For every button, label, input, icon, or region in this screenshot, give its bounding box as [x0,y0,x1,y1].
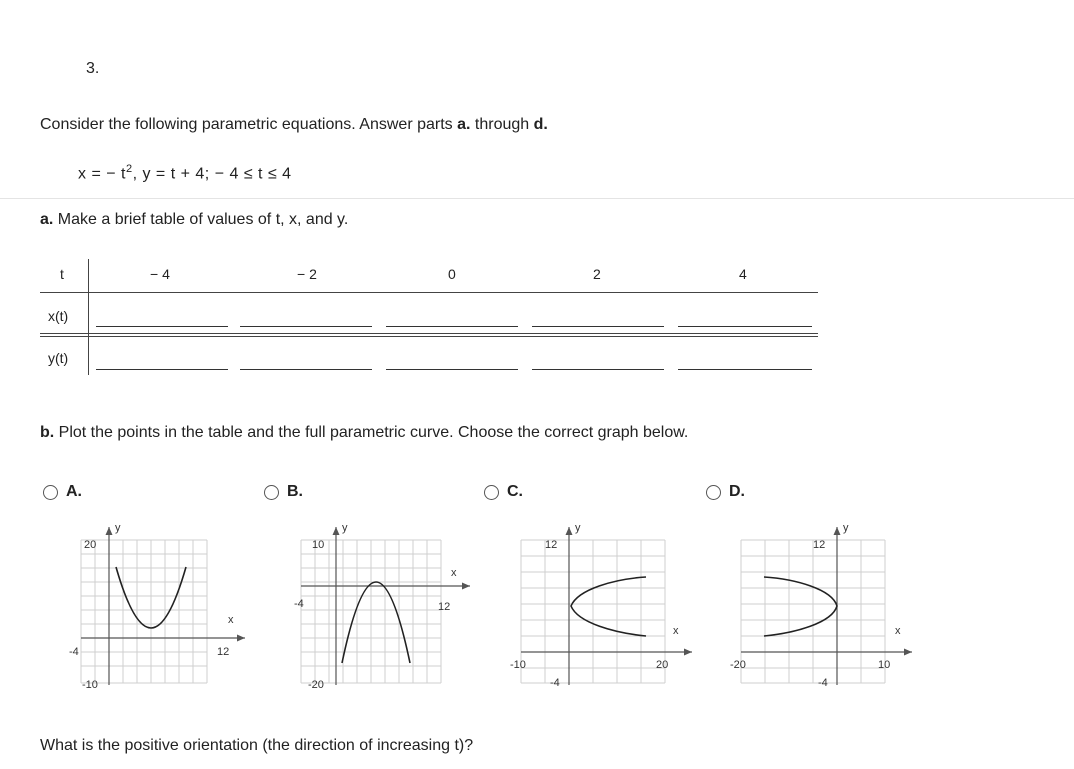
graph-d-y-label: y [843,522,849,534]
graph-b-x-right: 12 [438,601,451,613]
graph-d-x-label: x [895,625,901,637]
equation-rest: , y = t + 4; − 4 ≤ t ≤ 4 [132,165,292,183]
t-value-3: 0 [448,266,456,282]
t-value-5: 4 [739,266,747,282]
graph-b-grid [301,540,441,683]
graph-c-x-arrow [684,649,692,656]
t-value-4: 2 [593,266,601,282]
option-b-label[interactable]: B. [287,483,303,500]
graph-c-x-right: 20 [656,659,669,671]
graph-d-grid [741,540,885,683]
graph-d[interactable] [720,515,920,695]
separator-line [0,198,1074,199]
t-value-1: − 4 [150,266,170,282]
prompt-text [40,116,548,134]
part-a-text: Make a brief table of values of t, x, and y. [53,211,349,228]
y-answer-blank-4[interactable] [532,369,664,370]
prompt-middle: through [470,116,534,133]
x-answer-blank-4[interactable] [532,326,664,327]
option-b-radio[interactable] [264,485,279,500]
graph-a-x-label: x [228,614,234,626]
part-b-instruction [40,424,688,442]
graph-b-y-arrow [333,527,340,535]
graph-c-curve [571,577,646,636]
graph-c[interactable] [500,515,710,695]
t-value-2: − 2 [297,266,317,282]
graph-c-grid [521,540,665,683]
graph-c-y-bottom: -4 [550,677,560,689]
x-answer-blank-2[interactable] [240,326,372,327]
equation-exponent: 2 [125,163,133,175]
graph-a-y-arrow [106,527,113,535]
x-answer-blank-5[interactable] [678,326,812,327]
option-d-radio[interactable] [706,485,721,500]
graph-c-x-label: x [673,625,679,637]
orientation-question: What is the positive orientation (the direction of increasing t)? [40,737,474,754]
table-divider-2a [40,333,818,334]
graph-b-y-top: 10 [312,539,325,551]
graph-c-x-left: -10 [510,659,526,671]
part-b-label: b. [40,424,55,441]
graph-b-y-bottom: -20 [308,679,324,691]
graph-a-x-right: 12 [217,646,230,658]
x-answer-blank-1[interactable] [96,326,228,327]
graph-b-x-label: x [451,567,457,579]
graph-d-x-arrow [904,649,912,656]
prompt-bold-a: a. [457,116,471,133]
graph-c-y-label: y [575,522,581,534]
graph-d-curve [764,577,837,636]
graph-a[interactable] [60,515,260,695]
y-answer-blank-1[interactable] [96,369,228,370]
part-a-instruction [40,211,348,229]
y-answer-blank-3[interactable] [386,369,518,370]
graph-a-y-bottom: -10 [82,679,98,691]
graph-a-x-left: -4 [69,646,79,658]
question-number: 3. [86,60,100,77]
graph-d-x-right: 10 [878,659,891,671]
graph-d-y-arrow [834,527,841,535]
parametric-equations [78,163,292,183]
option-a-label[interactable]: A. [66,483,82,500]
table-vertical-divider [88,259,89,375]
option-a-radio[interactable] [43,485,58,500]
x-answer-blank-3[interactable] [386,326,518,327]
graph-a-x-arrow [237,635,245,642]
row-label-y: y(t) [48,350,69,366]
graph-a-y-label: y [115,522,121,534]
graph-b-curve [342,582,410,663]
y-answer-blank-5[interactable] [678,369,812,370]
table-divider-2b [40,336,818,337]
graph-c-y-arrow [566,527,573,535]
graph-d-y-bottom: -4 [818,677,828,689]
graph-a-grid [81,540,207,683]
graph-b-x-arrow [462,583,470,590]
graph-d-y-top: 12 [813,539,826,551]
table-divider-1 [40,292,818,293]
y-answer-blank-2[interactable] [240,369,372,370]
row-label-x: x(t) [48,308,69,324]
equation-x: x = − t [78,165,126,183]
graph-c-y-top: 12 [545,539,558,551]
part-a-label: a. [40,211,54,228]
option-c-radio[interactable] [484,485,499,500]
option-c-label[interactable]: C. [507,483,523,500]
row-label-t: t [60,266,64,282]
graph-b-y-label: y [342,522,348,534]
graph-b-x-left: -4 [294,598,304,610]
prompt-before: Consider the following parametric equations. Answer parts [40,116,458,133]
part-b-text: Plot the points in the table and the full parametric curve. Choose the correct graph below. [54,424,689,441]
prompt-bold-d: d. [533,116,548,133]
graph-d-x-left: -20 [730,659,746,671]
graph-a-y-top: 20 [84,539,97,551]
graph-b[interactable] [280,515,480,695]
option-d-label[interactable]: D. [729,483,745,500]
